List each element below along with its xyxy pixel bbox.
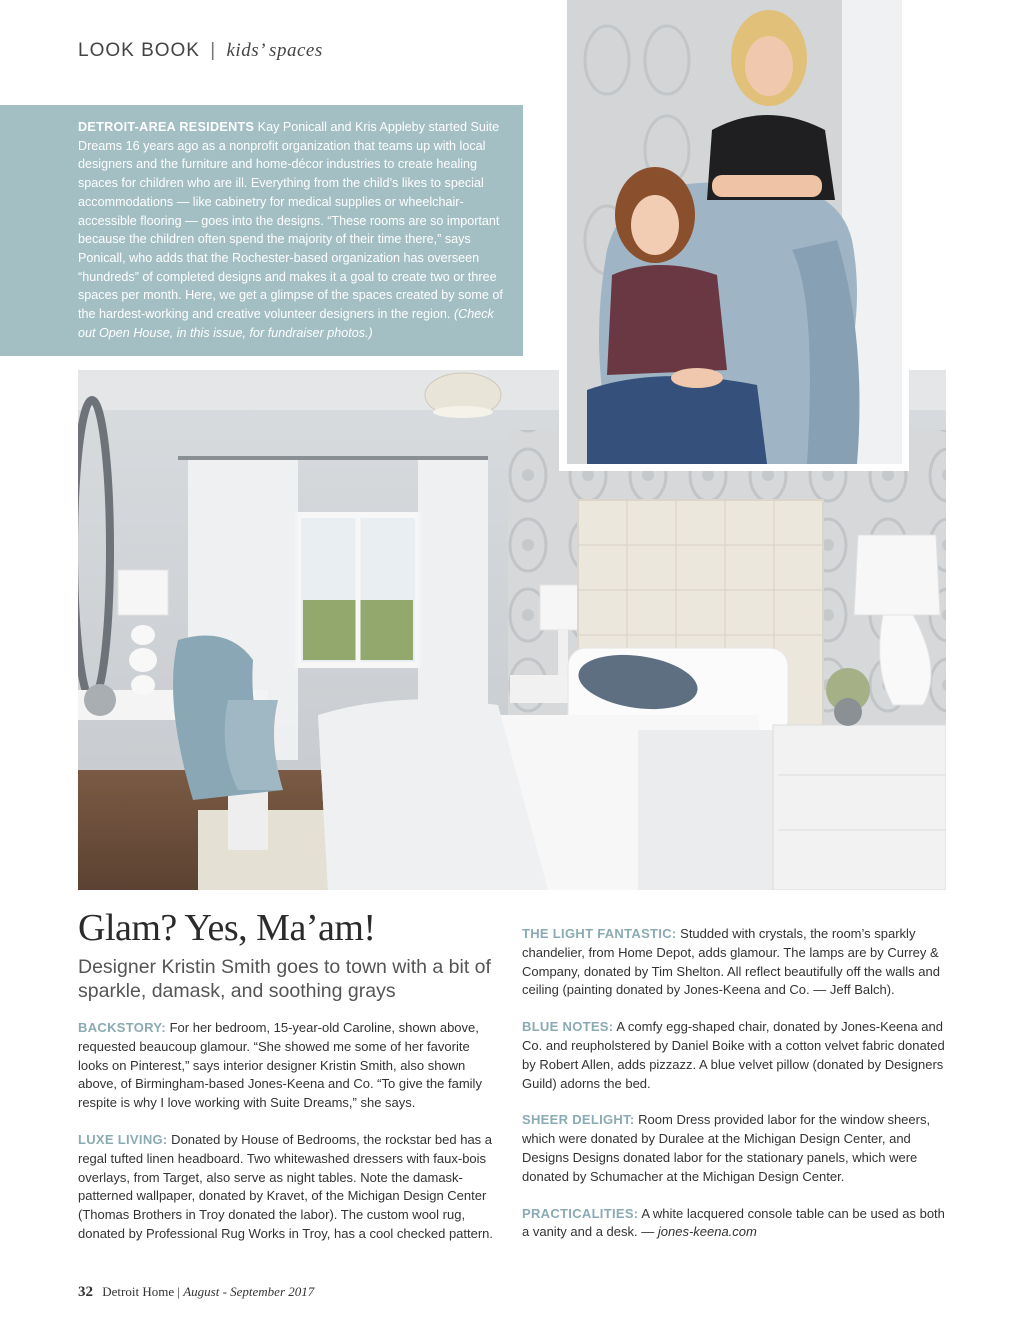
paragraph-light-fantastic xyxy=(522,925,947,1000)
paragraph-luxe-living xyxy=(78,1131,503,1244)
left-column xyxy=(78,1019,503,1262)
paragraph-backstory xyxy=(78,1019,503,1113)
page-number: 32 xyxy=(78,1284,93,1300)
issue-date: August - September 2017 xyxy=(183,1284,315,1299)
website-credit: jones-keena.com xyxy=(657,1224,757,1240)
article-headline: Glam? Yes, Ma’am! xyxy=(78,907,376,949)
paragraph-label: BLUE NOTES: xyxy=(522,1019,614,1035)
kicker-separator: | xyxy=(210,40,217,61)
page-folio xyxy=(78,1284,314,1301)
folio-separator: | xyxy=(177,1284,180,1299)
paragraph-label: PRACTICALITIES: xyxy=(522,1205,639,1221)
kicker-section: kids’ spaces xyxy=(226,40,323,61)
paragraph-text: For her bedroom, 15-year-old Caroline, shown above, requested beaucoup glamour. “She showed me some of her favorite looks on Pinterest,” says interior designer Kristin Smith, also shown above, of Birmingham-based Jones-Keena and Co. “To give the family respite is why I love working with Suite Dreams,” she says. xyxy=(78,1020,482,1111)
paragraph-text: A comfy egg-shaped chair, donated by Jones-Keena and Co. and reupholstered by Daniel Boike with a cotton velvet fabric donated by Robert Allen, adds pizzazz. A blue velvet pillow (donated by Designers Guild) adorns the bed. xyxy=(522,1019,945,1091)
paragraph-label: SHEER DELIGHT: xyxy=(522,1112,635,1128)
paragraph-text: A white lacquered console table can be used as both a vanity and a desk. — xyxy=(522,1205,945,1240)
intro-body: Kay Ponicall and Kris Appleby started Suite Dreams 16 years ago as a nonprofit organization that teams up with local designers and the furniture and home-décor industries to create healing spaces for children who are ill. Everything from the child’s likes to special accommodations — like cabinetry for medical supplies or wheelchair-accessible flooring — goes into the designs. “These rooms are so important because the children often spend the majority of their time there,” says Ponicall, who adds that the Rochester-based organization has overseen “hundreds” of completed designs and makes it a goal to create two or three spaces per month. Here, we get a glimpse of the spaces created by some of the hardest-working and creative volunteer designers in the region. xyxy=(78,120,503,322)
paragraph-text: Room Dress provided labor for the window sheers, which were donated by Duralee at the Michigan Design Center, and Designs Designs donated labor for the stationary panels, which were donated by Schumacher at the Michigan Design Center. xyxy=(522,1112,931,1184)
intro-note: (Check out Open House, in this issue, for fundraiser photos.) xyxy=(78,307,494,340)
paragraph-text: Donated by House of Bedrooms, the rockstar bed has a regal tufted linen headboard. Two whitewashed dressers with faux-bois overlays, from Target, also serve as night tables. Note the damask-patterned wallpaper, donated by Kravet, of the Michigan Design Center (Thomas Brothers in Troy donated the labor). The custom wool rug, donated by Professional Rug Works in Troy, has a cool checked pattern. xyxy=(78,1131,494,1241)
portrait-photo xyxy=(567,0,902,464)
article-dek: Designer Kristin Smith goes to town with a bit of sparkle, damask, and soothing grays xyxy=(78,956,491,1002)
paragraph-label: LUXE LIVING: xyxy=(78,1131,168,1147)
intro-paragraph xyxy=(78,118,506,342)
paragraph-practicalities xyxy=(522,1205,947,1243)
paragraph-sheer-delight xyxy=(522,1111,947,1186)
kicker-title: LOOK BOOK xyxy=(78,40,200,61)
paragraph-text: Studded with crystals, the room’s sparkly chandelier, from Home Depot, adds glamour. The lamps are by Currey & Company, donated by Tim Shelton. All reflect beautifully off the walls and ceiling (painting donated by Jones-Keena and Co. — Jeff Balch). xyxy=(522,926,940,998)
paragraph-blue-notes xyxy=(522,1018,947,1093)
magazine-name: Detroit Home xyxy=(102,1284,175,1299)
right-column xyxy=(522,925,947,1260)
paragraph-label: BACKSTORY: xyxy=(78,1020,166,1035)
paragraph-label: THE LIGHT FANTASTIC: xyxy=(522,926,677,941)
section-kicker xyxy=(78,40,323,62)
intro-lead: DETROIT-AREA RESIDENTS xyxy=(78,120,255,134)
portrait-photo-frame xyxy=(559,0,909,471)
